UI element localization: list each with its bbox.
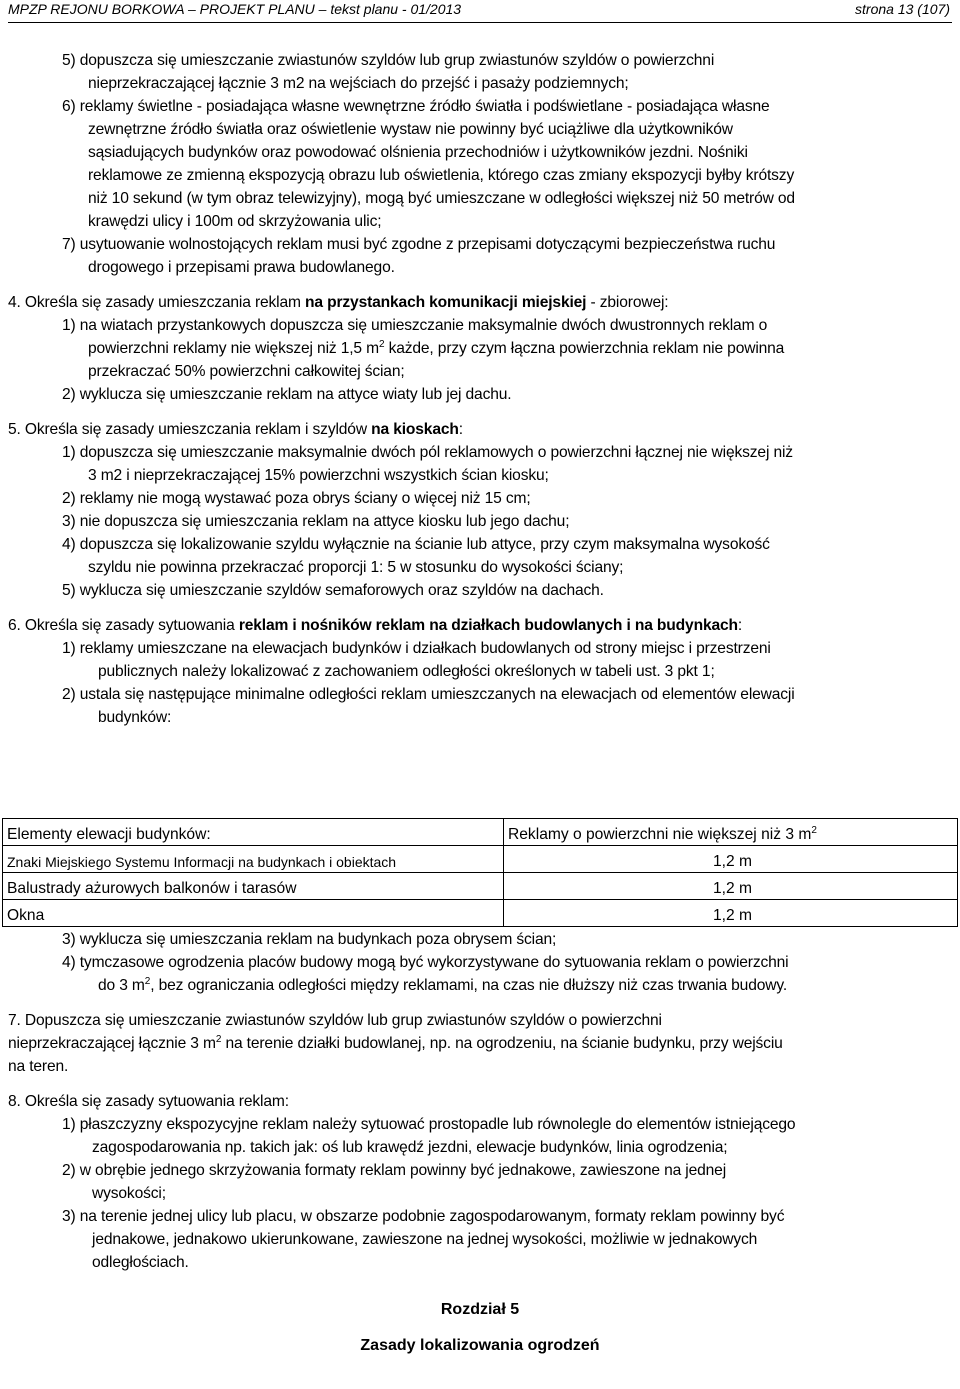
paragraph-line: 5) dopuszcza się umieszczanie zwiastunów szyldów lub grup zwiastunów szyldów o powierzchni	[62, 52, 715, 69]
paragraph-line: 8. Określa się zasady sytuowania reklam:	[8, 1093, 289, 1110]
paragraph-line: 2) reklamy nie mogą wystawać poza obrys ściany o więcej niż 15 cm;	[62, 490, 531, 507]
text-span: do 3 m	[98, 977, 145, 994]
table-header-row	[3, 819, 958, 846]
paragraph-line: 2) wyklucza się umieszczanie reklam na attyce wiaty lub jej dachu.	[62, 386, 512, 403]
section-6-heading	[8, 616, 742, 636]
table-header-text: Reklamy o powierzchni nie większej niż 3 m	[508, 826, 812, 843]
section-5-heading	[8, 420, 463, 440]
page-header	[8, 0, 952, 23]
superscript: 2	[215, 1034, 222, 1045]
table-cell-value: 1,2 m	[504, 846, 958, 873]
paragraph-line	[88, 339, 784, 359]
paragraph-line: 3) wyklucza się umieszczania reklam na budynkach poza obrysem ścian;	[62, 931, 557, 948]
paragraph-line: jednakowe, jednakowo ukierunkowane, zawieszone na jednej wysokości, możliwie w jednakowych	[92, 1231, 758, 1248]
paragraph-line: 5) wyklucza się umieszczanie szyldów semaforowych oraz szyldów na dachach.	[62, 582, 604, 599]
paragraph-line: wysokości;	[92, 1185, 166, 1202]
paragraph-line: budynków:	[98, 709, 172, 726]
table-row	[3, 846, 958, 873]
paragraph-line: 1) na wiatach przystankowych dopuszcza się umieszczanie maksymalnie dwóch dwustronnych reklam o	[62, 317, 768, 334]
chapter-number: Rozdział 5	[440, 1301, 520, 1318]
paragraph-line: sąsiadujących budynków oraz powodować olśnienia przechodniów i użytkowników jezdni. Nośniki	[88, 144, 748, 161]
section-4-heading	[8, 293, 668, 313]
section-5-tail: :	[458, 421, 463, 438]
table-cell-value: 1,2 m	[504, 873, 958, 900]
superscript: 2	[811, 825, 817, 836]
paragraph-line: zewnętrzne źródło światła oraz oświetlenie wystaw nie powinny być uciążliwe dla użytkowników	[88, 121, 733, 138]
section-5-bold: na kioskach	[371, 421, 459, 438]
paragraph-line: odległościach.	[92, 1254, 189, 1271]
elevation-distance-table	[2, 818, 958, 927]
section-6-bold: reklam i nośników reklam na działkach budowlanych i na budynkach	[238, 617, 738, 634]
paragraph-line: niż 10 sekund (w tym obraz telewizyjny), mogą być umieszczane w odległości większej niż 50 metrów od	[88, 190, 795, 207]
paragraph-line: 6) reklamy świetlne - posiadająca własne wewnętrzne źródło światła i podświetlane - posiadająca własne	[62, 98, 770, 115]
table-cell-element: Znaki Miejskiego Systemu Informacji na budynkach i obiektach	[3, 846, 504, 873]
text-span: powierzchni reklamy nie większej niż 1,5 m	[88, 340, 379, 357]
header-document-title: MPZP REJONU BORKOWA – PROJEKT PLANU – tekst planu - 01/2013	[8, 1, 462, 17]
table-header-cell: Elementy elewacji budynków:	[3, 819, 504, 846]
paragraph-line: 2) w obrębie jednego skrzyżowania formaty reklam powinny być jednakowe, zawieszone na jednej	[62, 1162, 727, 1179]
paragraph-line: szyldu nie powinna przekraczać proporcji 1: 5 w stosunku do wysokości ściany;	[88, 559, 624, 576]
table-cell-value: 1,2 m	[504, 900, 958, 927]
paragraph-line: krawędzi ulicy i 100m od skrzyżowania ulic;	[88, 213, 382, 230]
superscript: 2	[378, 339, 385, 350]
header-page-number: strona 13 (107)	[855, 1, 950, 17]
superscript: 2	[144, 976, 151, 987]
paragraph-line: nieprzekraczającej łącznie 3 m2 na wejściach do przejść i pasaży podziemnych;	[88, 75, 629, 92]
paragraph-line: 3 m2 i nieprzekraczającej 15% powierzchni wszystkich ścian kiosku;	[88, 467, 549, 484]
table-row	[3, 900, 958, 927]
section-6-text: 6. Określa się zasady sytuowania	[8, 617, 239, 634]
paragraph-line	[8, 1034, 783, 1054]
table-row	[3, 873, 958, 900]
text-span: , bez ograniczania odległości między reklamami, na czas nie dłuższy niż czas trwania budowy.	[150, 977, 788, 994]
paragraph-line: 4) dopuszcza się lokalizowanie szyldu wyłącznie na ścianie lub attyce, przy czym maksymalna wysokość	[62, 536, 770, 553]
paragraph-line: 7. Dopuszcza się umieszczanie zwiastunów szyldów lub grup zwiastunów szyldów o powierzchni	[8, 1012, 662, 1029]
paragraph-line	[98, 976, 787, 996]
section-4-tail: - zbiorowej:	[586, 294, 669, 311]
paragraph-line: 4) tymczasowe ogrodzenia placów budowy mogą być wykorzystywane do sytuowania reklam o powierzchni	[62, 954, 789, 971]
table-cell-element: Okna	[3, 900, 504, 927]
table-header-cell	[504, 819, 958, 846]
paragraph-line: 1) reklamy umieszczane na elewacjach budynków i działkach budowlanych od strony miejsc i przestrzeni	[62, 640, 771, 657]
section-4-text: 4. Określa się zasady umieszczania reklam	[8, 294, 306, 311]
paragraph-line: 3) na terenie jednej ulicy lub placu, w obszarze podobnie zagospodarowanym, formaty reklam powinny być	[62, 1208, 785, 1225]
paragraph-line: 3) nie dopuszcza się umieszczania reklam na attyce kiosku lub jego dachu;	[62, 513, 570, 530]
paragraph-line: reklamowe ze zmienną ekspozycją obrazu lub oświetlenia, którego czas zmiany ekspozycji byłby krótszy	[88, 167, 795, 184]
paragraph-line: na teren.	[8, 1058, 69, 1075]
paragraph-line: 1) dopuszcza się umieszczanie maksymalnie dwóch pól reklamowych o powierzchni łącznej nie większej niż	[62, 444, 793, 461]
section-6-tail: :	[737, 617, 743, 634]
text-span: na terenie działki budowlanej, np. na ogrodzeniu, na ścianie budynku, przy wejściu	[221, 1035, 783, 1052]
paragraph-line: 1) płaszczyzny ekspozycyjne reklam należy sytuować prostopadle lub równolegle do elementów istniejącego	[62, 1116, 796, 1133]
paragraph-line: zagospodarowania np. takich jak: oś lub krawędź jezdni, elewacje budynków, linia ogrodzenia;	[92, 1139, 728, 1156]
paragraph-line: 7) usytuowanie wolnostojących reklam musi być zgodne z przepisami dotyczącymi bezpieczeństwa ruchu	[62, 236, 776, 253]
section-5-text: 5. Określa się zasady umieszczania reklam i szyldów	[8, 421, 372, 438]
table-cell-element: Balustrady ażurowych balkonów i tarasów	[3, 873, 504, 900]
paragraph-line: przekraczać 50% powierzchni całkowitej ścian;	[88, 363, 405, 380]
paragraph-line: drogowego i przepisami prawa budowlanego.	[88, 259, 395, 276]
section-4-bold: na przystankach komunikacji miejskiej	[305, 294, 587, 311]
text-span: nieprzekraczającej łącznie 3 m	[8, 1035, 216, 1052]
paragraph-line: 2) ustala się następujące minimalne odległości reklam umieszczanych na elewacjach od elementów elewacji	[62, 686, 795, 703]
text-span: każde, przy czym łączna powierzchnia reklam nie powinna	[384, 340, 785, 357]
paragraph-line: publicznych należy lokalizować z zachowaniem odległości określonych w tabeli ust. 3 pkt 1;	[98, 663, 715, 680]
chapter-title: Zasady lokalizowania ogrodzeń	[360, 1337, 600, 1354]
